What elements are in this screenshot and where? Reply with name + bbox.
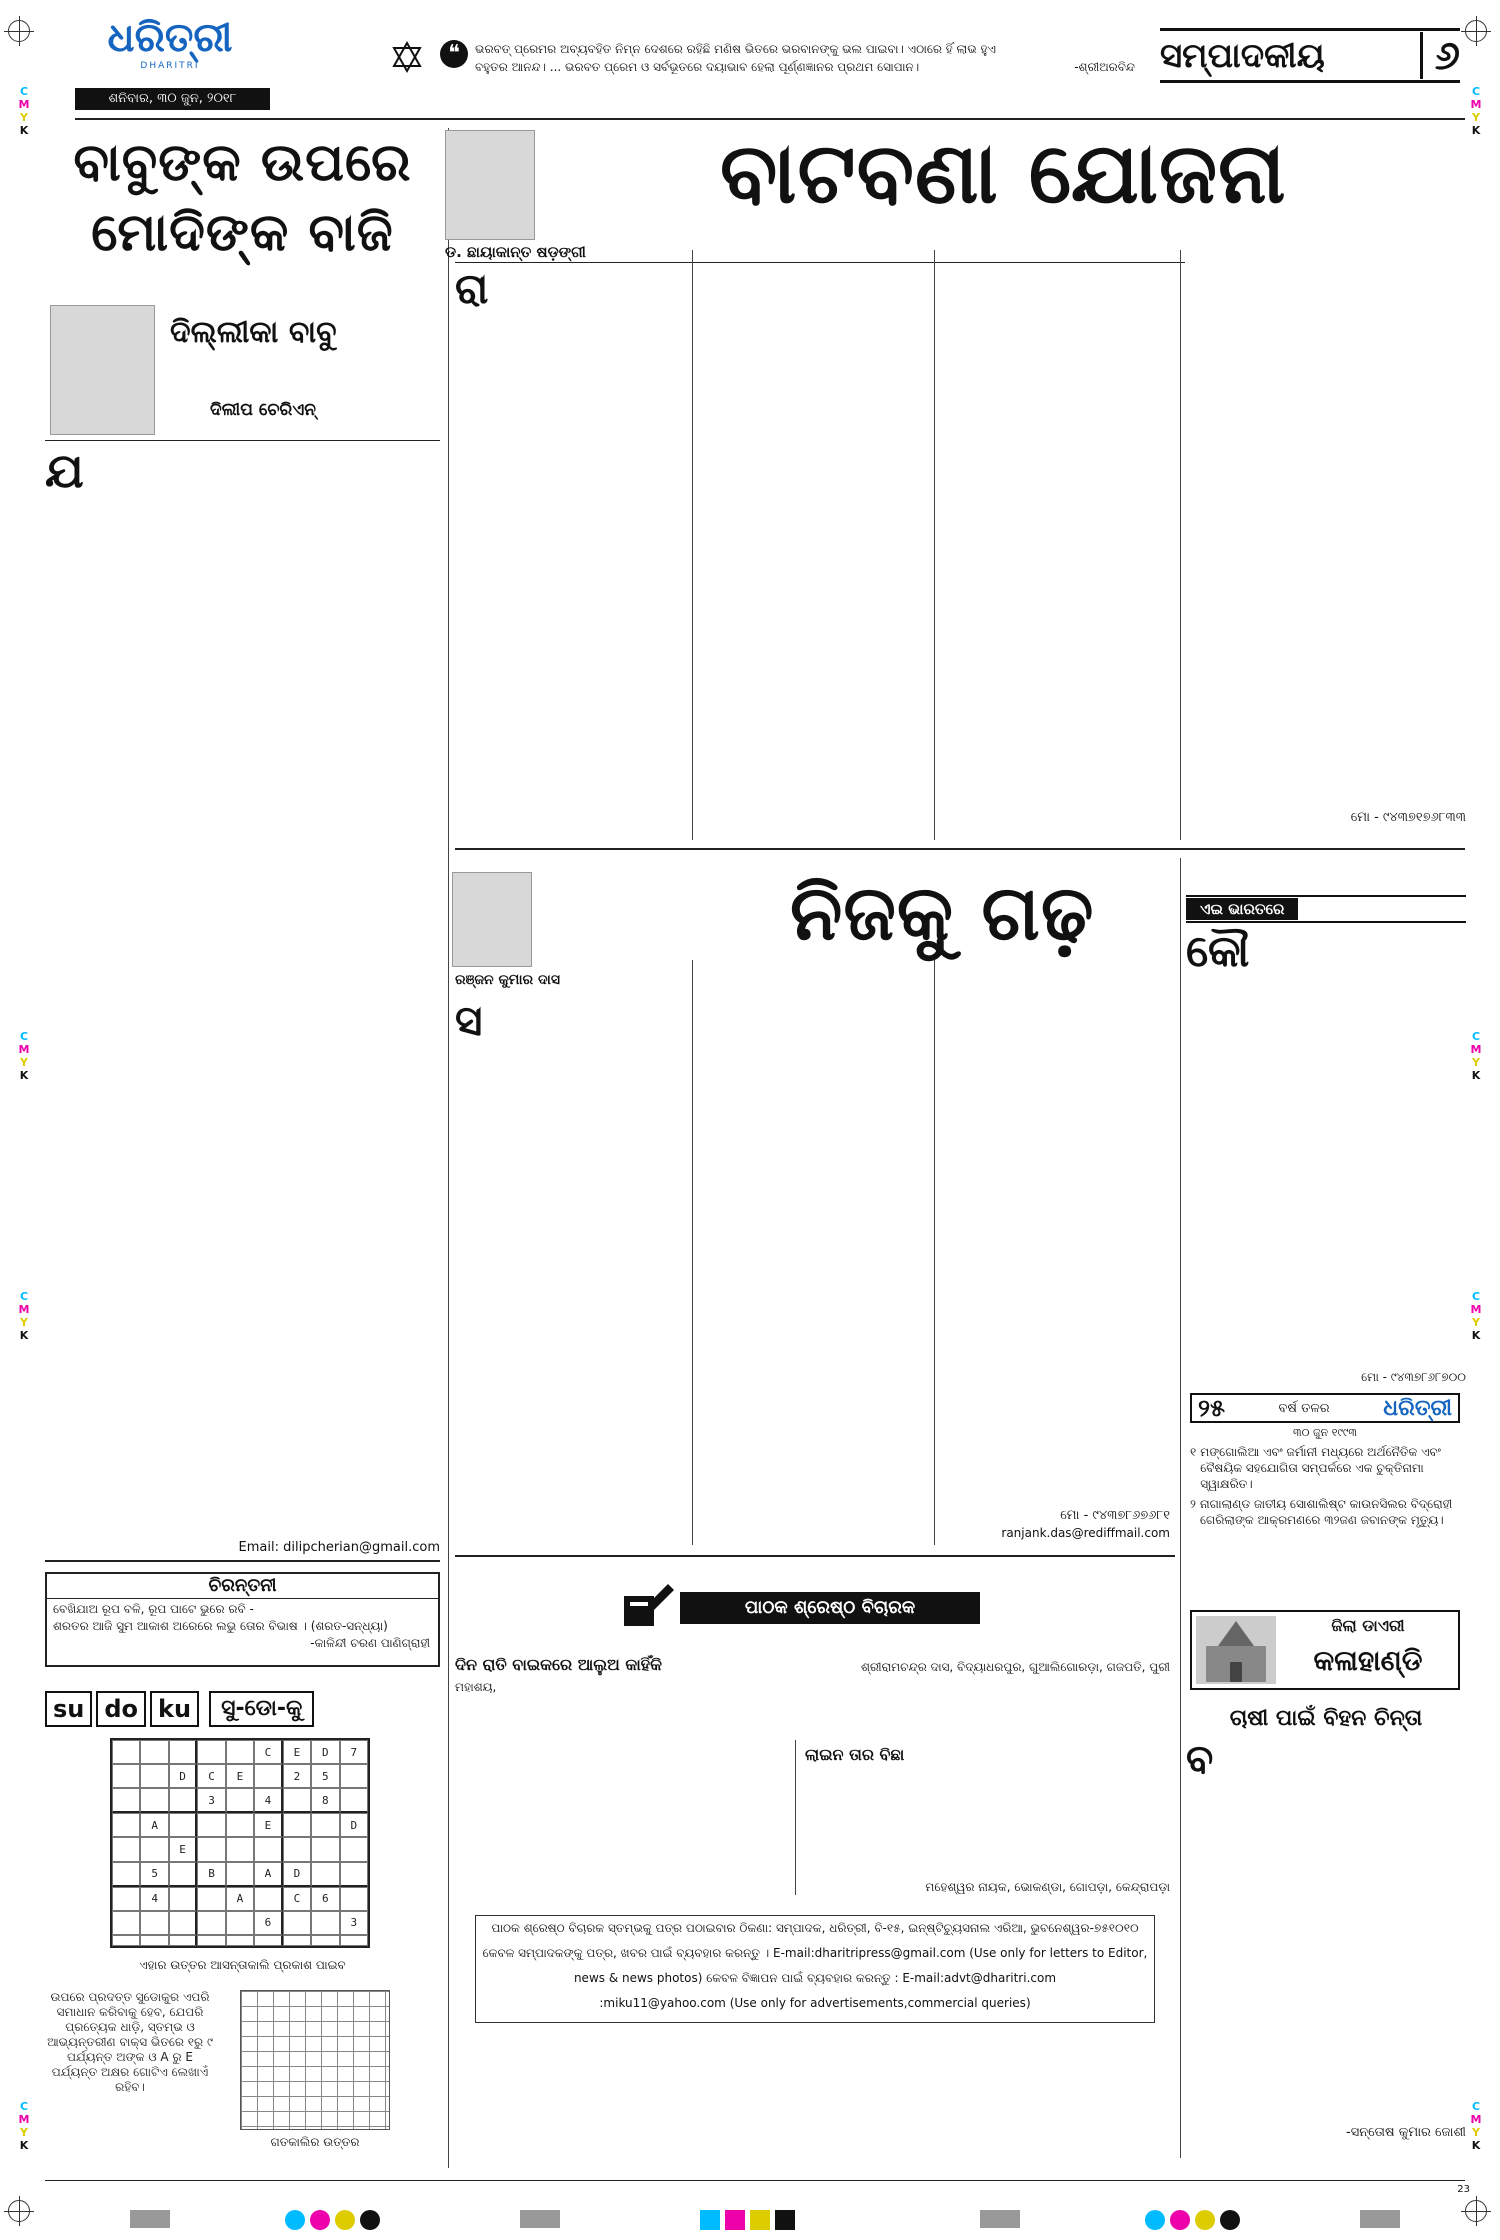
sudoku-cell[interactable] xyxy=(112,1788,140,1813)
cmyk-mark: C M Y K xyxy=(1470,85,1482,137)
sudoku-cell[interactable] xyxy=(226,1862,254,1887)
sudoku-cell[interactable]: 6 xyxy=(311,1887,339,1911)
archive-number: ୨୫ xyxy=(1198,1394,1225,1422)
print-color-dot xyxy=(1220,2210,1240,2230)
sudoku-cell[interactable] xyxy=(340,1764,368,1788)
sudoku-title-ku: ku xyxy=(150,1691,199,1727)
sudoku-cell[interactable] xyxy=(197,1935,225,1946)
contact-line-4: :miku11@yahoo.com (Use only for advertisements,commercial queries) xyxy=(599,1996,1031,2010)
sudoku-cell[interactable] xyxy=(283,1837,311,1861)
sudoku-cell[interactable] xyxy=(340,1935,368,1946)
ei-bharatare-dropcap: କୌ xyxy=(1186,926,1250,977)
archive-header xyxy=(1190,1393,1460,1423)
article1-dropcap: ଯ xyxy=(45,443,84,499)
ei-bharatare-title: ଏଇ ଭାରତରେ xyxy=(1186,898,1298,920)
sudoku-cell[interactable] xyxy=(226,1911,254,1935)
sudoku-cell[interactable]: D xyxy=(340,1813,368,1837)
author-photo xyxy=(452,872,532,967)
ei-bharatare-body xyxy=(1253,930,1466,1340)
zilla-diary-district: କଳାହାଣ୍ଡି xyxy=(1313,1644,1423,1677)
section-header xyxy=(1160,28,1460,83)
archive-list xyxy=(1190,1444,1460,1528)
masthead-logo xyxy=(75,15,265,75)
article1-body xyxy=(88,448,440,1536)
sudoku-cell[interactable] xyxy=(311,1837,339,1861)
column-divider xyxy=(448,128,449,2168)
article3-col-2 xyxy=(698,960,928,1545)
sudoku-cell[interactable] xyxy=(169,1740,197,1764)
sudoku-cell[interactable]: 4 xyxy=(140,1887,168,1911)
print-color-swatch xyxy=(775,2210,795,2230)
article3-phone: ମୋ - ୯୪୩୭୮୬୭୬୮୧ xyxy=(1060,1508,1170,1523)
letter2-title: ଲାଇନ ତାର ବିଛା xyxy=(805,1745,905,1764)
ei-bharatare-signature: ମୋ - ୯୪୩୭୮୬୮୭୦୦ xyxy=(1361,1370,1466,1384)
sudoku-cell[interactable]: 3 xyxy=(197,1788,225,1813)
zilla-diary-headline: ଚାଷୀ ପାଇଁ ବିହନ ଚିନ୍ତା xyxy=(1229,1705,1423,1731)
archive-item: ୨ ନାଗାଲାଣ୍ଡ ଜାତୀୟ ସୋଶାଲିଷ୍ଟ କାଉନସିଲର ବିଦ୍ରୋହୀ ଗେରିଲାଙ୍କ ଆକ୍ରମଣରେ ୩୨ଜଣ ଜବାନଙ୍କ ମୃତ୍ୟୁ। xyxy=(1190,1496,1460,1528)
sudoku-cell[interactable]: C xyxy=(254,1740,282,1764)
sudoku-cell[interactable]: D xyxy=(283,1862,311,1887)
sudoku-cell[interactable] xyxy=(254,1837,282,1861)
sudoku-cell[interactable] xyxy=(311,1935,339,1946)
sudoku-instructions: ଉପରେ ପ୍ରଦତ୍ତ ସୁଡୋକୁର ଏପରି ସମାଧାନ କରିବାକୁ ହେବ, ଯେପରି ପ୍ରତ୍ୟେକ ଧାଡ଼ି, ସ୍ତମ୍ଭ ଓ ଆଭ୍ୟନ୍ତରୀଣ ବାକ୍ସ ଭିତରେ ୧ରୁ ୯ ପର୍ଯ୍ୟନ୍ତ ଅଙ୍କ ଓ A ରୁ E ପର୍ଯ୍ୟନ୍ତ ଅକ୍ଷର ଗୋଟିଏ ଲେଖାଏଁ ରହିବ। xyxy=(47,1990,213,2094)
sudoku-cell[interactable]: 2 xyxy=(283,1764,311,1788)
star-of-david-icon xyxy=(390,40,424,74)
letter1-sender: ଶ୍ରୀରାମଚନ୍ଦ୍ର ଦାସ, ବିଦ୍ୟାଧରପୁର, ଗୁଆଲିଗୋରଡ଼ା, ଗଜପତି, ପୁରୀ xyxy=(860,1660,1170,1674)
sudoku-cell[interactable] xyxy=(112,1911,140,1935)
quote-line-1: ଭରବତ୍ ପ୍ରେମର ଅବ୍ୟବହିତ ନିମ୍ନ ଦେଶରେ ରହିଛି ମଣିଷ ଭିତରେ ଭରବାନଙ୍କୁ ଭଲ ପାଇବା। ଏଠାରେ ହିଁ ଲାଭ ହୁଏ xyxy=(475,42,996,56)
sudoku-cell[interactable]: A xyxy=(226,1887,254,1911)
sudoku-cell[interactable]: 5 xyxy=(311,1764,339,1788)
article3-headline: ନିଜକୁ ଗଢ଼ xyxy=(790,868,1095,957)
print-color-dot xyxy=(335,2210,355,2230)
archive-item-text: ନାଗାଲାଣ୍ଡ ଜାତୀୟ ସୋଶାଲିଷ୍ଟ କାଉନସିଲର ବିଦ୍ରୋହୀ ଗେରିଲାଙ୍କ ଆକ୍ରମଣରେ ୩୨ଜଣ ଜବାନଙ୍କ ମୃତ୍ୟୁ। xyxy=(1199,1497,1453,1527)
sudoku-cell[interactable] xyxy=(140,1935,168,1946)
registration-mark xyxy=(1465,2200,1487,2222)
letter2-body xyxy=(805,1770,1170,1875)
article3-col-1 xyxy=(455,996,685,1545)
sudoku-cell[interactable]: D xyxy=(169,1764,197,1788)
article3-col-3 xyxy=(940,960,1170,1505)
sudoku-note: ଏହାର ଉତ୍ତର ଆସନ୍ତାକାଲି ପ୍ରକାଶ ପାଇବ xyxy=(139,1958,346,1972)
sudoku-cell[interactable] xyxy=(169,1935,197,1946)
divider xyxy=(45,440,440,441)
sudoku-answer-label: ଗତକାଲିର ଉତ୍ତର xyxy=(270,2135,360,2149)
sudoku-cell[interactable] xyxy=(197,1887,225,1911)
sudoku-cell[interactable] xyxy=(197,1813,225,1837)
sudoku-title-su: su xyxy=(45,1691,92,1727)
sudoku-cell[interactable] xyxy=(169,1813,197,1837)
chirantani-author: -କାଳିନ୍ଦୀ ଚରଣ ପାଣିଗ୍ରାହୀ xyxy=(310,1636,430,1650)
sudoku-cell[interactable] xyxy=(140,1911,168,1935)
print-grey-bar xyxy=(520,2210,560,2228)
chirantani-line-1: ବେଖିଯାଅ ରୂପ ବଳି, ରୂପ ପାଟେ ଭୁରେ ରବି - xyxy=(53,1602,254,1616)
article1-author: ଦିଲୀପ ଚେରିଏନ୍ xyxy=(210,400,316,420)
sudoku-cell[interactable] xyxy=(169,1887,197,1911)
print-color-dot xyxy=(1145,2210,1165,2230)
footer-page-number: 23 xyxy=(1457,2184,1470,2195)
print-color-dot xyxy=(1195,2210,1215,2230)
column-divider xyxy=(1180,250,1181,840)
column-divider xyxy=(1180,858,1181,2158)
author-photo xyxy=(445,130,535,240)
sudoku-cell[interactable]: 7 xyxy=(340,1740,368,1764)
article1-column-name: ଦିଲ୍ଲୀକା ବାବୁ xyxy=(170,315,337,350)
registration-mark xyxy=(8,20,30,42)
ei-bharatare-header xyxy=(1186,895,1466,923)
sudoku-cell[interactable] xyxy=(340,1887,368,1911)
letter2-sender: ମହେଶ୍ୱର ନାୟକ, ଭୋକଣ୍ଡା, ଗୋପଡ଼ା, କେନ୍ଦ୍ରାପଡ଼ା xyxy=(925,1880,1170,1894)
sudoku-cell[interactable]: 5 xyxy=(140,1862,168,1887)
article2-author: ଡ. ଛାୟାକାନ୍ତ ଷଡ଼ଙ୍ଗୀ xyxy=(445,243,586,261)
archive-label: ବର୍ଷ ତଳର xyxy=(1278,1400,1330,1416)
print-color-swatch xyxy=(750,2210,770,2230)
sudoku-cell[interactable] xyxy=(283,1935,311,1946)
sudoku-cell[interactable] xyxy=(340,1837,368,1861)
print-color-dot xyxy=(360,2210,380,2230)
contact-line-2: କେବଳ ସମ୍ପାଦକଙ୍କୁ ପତ୍ର, ଖବର ପାଇଁ ବ୍ୟବହାର କରନ୍ତୁ । E-mail:dharitripress@gmail.com (Use only for letters to Editor, xyxy=(482,1946,1148,1960)
divider xyxy=(45,1560,440,1562)
sudoku-cell[interactable] xyxy=(112,1862,140,1887)
sudoku-cell[interactable] xyxy=(112,1813,140,1837)
article1-email: Email: dilipcherian@gmail.com xyxy=(238,1540,440,1555)
sudoku-cell[interactable] xyxy=(140,1788,168,1813)
sudoku-cell[interactable] xyxy=(197,1837,225,1861)
article1-headline-line2: ମୋଦିଙ୍କ ବାଜି xyxy=(91,202,394,263)
page-number: ୬ xyxy=(1420,32,1460,79)
sudoku-cell[interactable] xyxy=(197,1911,225,1935)
sudoku-cell[interactable] xyxy=(254,1764,282,1788)
sudoku-cell[interactable] xyxy=(311,1862,339,1887)
sudoku-cell[interactable]: C xyxy=(283,1887,311,1911)
column-divider xyxy=(934,250,935,840)
sudoku-cell[interactable] xyxy=(169,1911,197,1935)
sudoku-answer-grid xyxy=(240,1990,390,2130)
quote-author: -ଶ୍ରୀଅରବିନ୍ଦ xyxy=(1074,60,1135,74)
reader-section-title: ପାଠକ ଶ୍ରେଷ୍ଠ ବିଚାରକ xyxy=(680,1592,980,1624)
article3-email: ranjank.das@rediffmail.com xyxy=(1001,1526,1170,1540)
sudoku-cell[interactable] xyxy=(283,1788,311,1813)
column-divider xyxy=(692,960,693,1545)
article2-body xyxy=(492,268,685,840)
column-divider xyxy=(692,250,693,840)
sudoku-cell[interactable] xyxy=(140,1764,168,1788)
quote-line-2: ବହୁତର ଆନନ୍ଦ। ... ଭରବତ ପ୍ରେମ ଓ ସର୍ବଭୂତରେ ଦୟାଭାବ ହେଲା ପୂର୍ଣ୍ଣଜ୍ଞାନର ପ୍ରଥମ ସୋପାନ। xyxy=(475,60,920,74)
sudoku-title-odia: ସୁ-ଡୋ-କୁ xyxy=(209,1691,314,1727)
ei-bharatare-block xyxy=(1186,926,1466,1370)
print-grey-bar xyxy=(980,2210,1020,2228)
print-color-swatch xyxy=(700,2210,720,2230)
sudoku-cell[interactable]: C xyxy=(197,1764,225,1788)
sudoku-cell[interactable] xyxy=(254,1887,282,1911)
article3-dropcap: ସ xyxy=(455,996,483,1045)
print-color-dot xyxy=(285,2210,305,2230)
sudoku-cell[interactable] xyxy=(112,1887,140,1911)
logo-text: ଧରିତ୍ରୀ xyxy=(107,14,233,61)
reader-contact-box xyxy=(475,1915,1155,2023)
cmyk-mark: C M Y K xyxy=(1470,1290,1482,1342)
letter1-title: ଦିନ ରାତି ବାଇକରେ ଆଲୁଅ କାହିଁକି xyxy=(455,1655,662,1674)
article2-col-1 xyxy=(455,264,685,840)
divider xyxy=(455,1555,1175,1557)
article1-body-block xyxy=(45,443,440,1536)
cmyk-mark: C M Y K xyxy=(18,1030,30,1082)
sudoku-cell[interactable] xyxy=(283,1911,311,1935)
sudoku-cell[interactable] xyxy=(112,1837,140,1861)
footer-rule xyxy=(45,2180,1465,2181)
sudoku-title-do: do xyxy=(96,1691,146,1727)
sudoku-cell[interactable]: E xyxy=(283,1740,311,1764)
sudoku-cell[interactable] xyxy=(140,1740,168,1764)
sudoku-cell[interactable] xyxy=(140,1837,168,1861)
sudoku-cell[interactable] xyxy=(226,1740,254,1764)
contact-line-1: ପାଠକ ଶ୍ରେଷ୍ଠ ବିଚାରକ ସ୍ତମ୍ଭକୁ ପତ୍ର ପଠାଇବାର ଠିକଣା: ସମ୍ପାଦକ, ଧରିତ୍ରୀ, ବି-୧୫, ଇନ୍ଷ୍ଟିଚ୍ୟୁସନାଲ ଏରିଆ, ଭୁବନେଶ୍ୱର-୭୫୧୦୧୦ xyxy=(491,1921,1139,1935)
temple-image xyxy=(1196,1616,1276,1684)
sudoku-grid[interactable] xyxy=(110,1738,370,1948)
zilla-diary-dropcap: ବ xyxy=(1186,1736,1214,1783)
author-photo xyxy=(50,305,155,435)
sudoku-cell[interactable]: E xyxy=(169,1837,197,1861)
print-color-dot xyxy=(310,2210,330,2230)
sudoku-header xyxy=(45,1690,440,1728)
sudoku-cell[interactable] xyxy=(226,1813,254,1837)
chirantani-box xyxy=(45,1572,440,1667)
sudoku-cell[interactable] xyxy=(283,1813,311,1837)
sudoku-cell[interactable] xyxy=(340,1862,368,1887)
cmyk-mark: C M Y K xyxy=(1470,2100,1482,2152)
logo-subtitle: DHARITRI xyxy=(140,61,200,71)
sudoku-cell[interactable]: 6 xyxy=(254,1911,282,1935)
contact-line-3: news & news photos) କେବଳ ବିଜ୍ଞାପନ ପାଇଁ ବ୍ୟବହାର କରନ୍ତୁ : E-mail:advt@dharitri.com xyxy=(573,1971,1057,1985)
masthead-date: ଶନିବାର, ୩୦ ଜୁନ, ୨୦୧୮ xyxy=(75,88,270,110)
registration-mark xyxy=(1465,20,1487,42)
article1-headline xyxy=(45,128,440,268)
sudoku-cell[interactable]: D xyxy=(311,1740,339,1764)
cmyk-mark: C M Y K xyxy=(1470,1030,1482,1082)
article3-author: ରଞ୍ଜନ କୁମାର ଦାସ xyxy=(455,972,560,988)
cmyk-mark: C M Y K xyxy=(18,2100,30,2152)
zilla-diary-box xyxy=(1190,1610,1460,1690)
sudoku-cell[interactable] xyxy=(197,1740,225,1764)
sudoku-cell[interactable]: 3 xyxy=(340,1911,368,1935)
sudoku-cell[interactable] xyxy=(254,1935,282,1946)
sudoku-cell[interactable] xyxy=(311,1813,339,1837)
article1-headline-line1: ବାବୁଙ୍କ ଉପରେ xyxy=(73,132,412,193)
archive-item: ୧ ମଙ୍ଗୋଲିଆ ଏବଂ ଜର୍ମାନୀ ମଧ୍ୟରେ ଅର୍ଥନୈତିକ ଏବଂ ବୈଷୟିକ ସହଯୋଗିତା ସମ୍ପର୍କରେ ଏକ ଚୁକ୍ତିନାମା ସ୍ୱାକ୍ଷରିତ। xyxy=(1190,1444,1460,1492)
sudoku-cell[interactable] xyxy=(340,1788,368,1813)
zilla-diary-block xyxy=(1186,1736,1466,2120)
chirantani-line-2: ଶରତର ଆଜି ସୁମ ଆକାଶ ଅରେରେ ଲଭୁ ତୋର ବିଭାଷ । (ଶରତ-ସନ୍ଧ୍ୟା) xyxy=(53,1619,388,1633)
pen-icon xyxy=(620,1578,676,1632)
sudoku-cell[interactable] xyxy=(311,1911,339,1935)
sudoku-cell[interactable]: 4 xyxy=(254,1788,282,1813)
cmyk-mark: C M Y K xyxy=(18,85,30,137)
column-divider xyxy=(795,1740,796,1895)
article2-col-4 xyxy=(1186,250,1466,805)
print-grey-bar xyxy=(1360,2210,1400,2228)
archive-item-text: ମଙ୍ଗୋଲିଆ ଏବଂ ଜର୍ମାନୀ ମଧ୍ୟରେ ଅର୍ଥନୈତିକ ଏବଂ ବୈଷୟିକ ସହଯୋଗିତା ସମ୍ପର୍କରେ ଏକ ଚୁକ୍ତିନାମା ସ୍ୱାକ୍ଷରିତ। xyxy=(1200,1445,1441,1491)
quote-icon: ❝ xyxy=(440,40,468,68)
sudoku-cell[interactable] xyxy=(112,1935,140,1946)
article2-col-3 xyxy=(940,250,1175,840)
sudoku-cell[interactable] xyxy=(112,1740,140,1764)
cmyk-mark: C M Y K xyxy=(18,1290,30,1342)
sudoku-cell[interactable]: A xyxy=(140,1813,168,1837)
sudoku-cell[interactable] xyxy=(226,1935,254,1946)
sudoku-cell[interactable]: E xyxy=(254,1813,282,1837)
print-grey-bar xyxy=(130,2210,170,2228)
zilla-diary-label: ଜିଲା ଡାଏରୀ xyxy=(1331,1616,1405,1635)
print-color-swatch xyxy=(725,2210,745,2230)
article2-headline: ବାଟବଣା ଯୋଜନା xyxy=(720,123,1287,222)
letter1-salutation: ମହାଶୟ, xyxy=(455,1680,497,1694)
article3-body xyxy=(486,1000,685,1545)
column-divider xyxy=(934,960,935,1545)
archive-paper: ଧରିତ୍ରୀ xyxy=(1383,1395,1452,1421)
sudoku-cell[interactable]: E xyxy=(226,1764,254,1788)
sudoku-cell[interactable] xyxy=(169,1788,197,1813)
chirantani-title: ଚିରନ୍ତନୀ xyxy=(47,1574,438,1599)
sudoku-cell[interactable] xyxy=(169,1862,197,1887)
masthead-quote xyxy=(475,40,1135,76)
sudoku-cell[interactable] xyxy=(226,1837,254,1861)
zilla-diary-signature: -ସନ୍ତୋଷ କୁମାର ଜୋଶୀ xyxy=(1346,2125,1466,2140)
sudoku-cell[interactable]: A xyxy=(254,1862,282,1887)
archive-date: ୩୦ ଜୁନ ୧୯୯୩ xyxy=(1292,1426,1358,1439)
sudoku-cell[interactable]: B xyxy=(197,1862,225,1887)
sudoku-cell[interactable] xyxy=(226,1788,254,1813)
article2-phone: ମୋ - ୯୪୩୭୧୭୬୮୩୩ xyxy=(1350,810,1466,825)
article2-dropcap: ରା xyxy=(455,264,489,313)
sudoku-cell[interactable]: 8 xyxy=(311,1788,339,1813)
section-title: ସମ୍ପାଦକୀୟ xyxy=(1160,35,1325,76)
sudoku-cell[interactable] xyxy=(112,1764,140,1788)
zilla-diary-body xyxy=(1217,1740,1466,2120)
divider xyxy=(455,848,1465,850)
print-color-dot xyxy=(1170,2210,1190,2230)
article2-col-2 xyxy=(698,250,928,840)
registration-mark xyxy=(8,2200,30,2222)
